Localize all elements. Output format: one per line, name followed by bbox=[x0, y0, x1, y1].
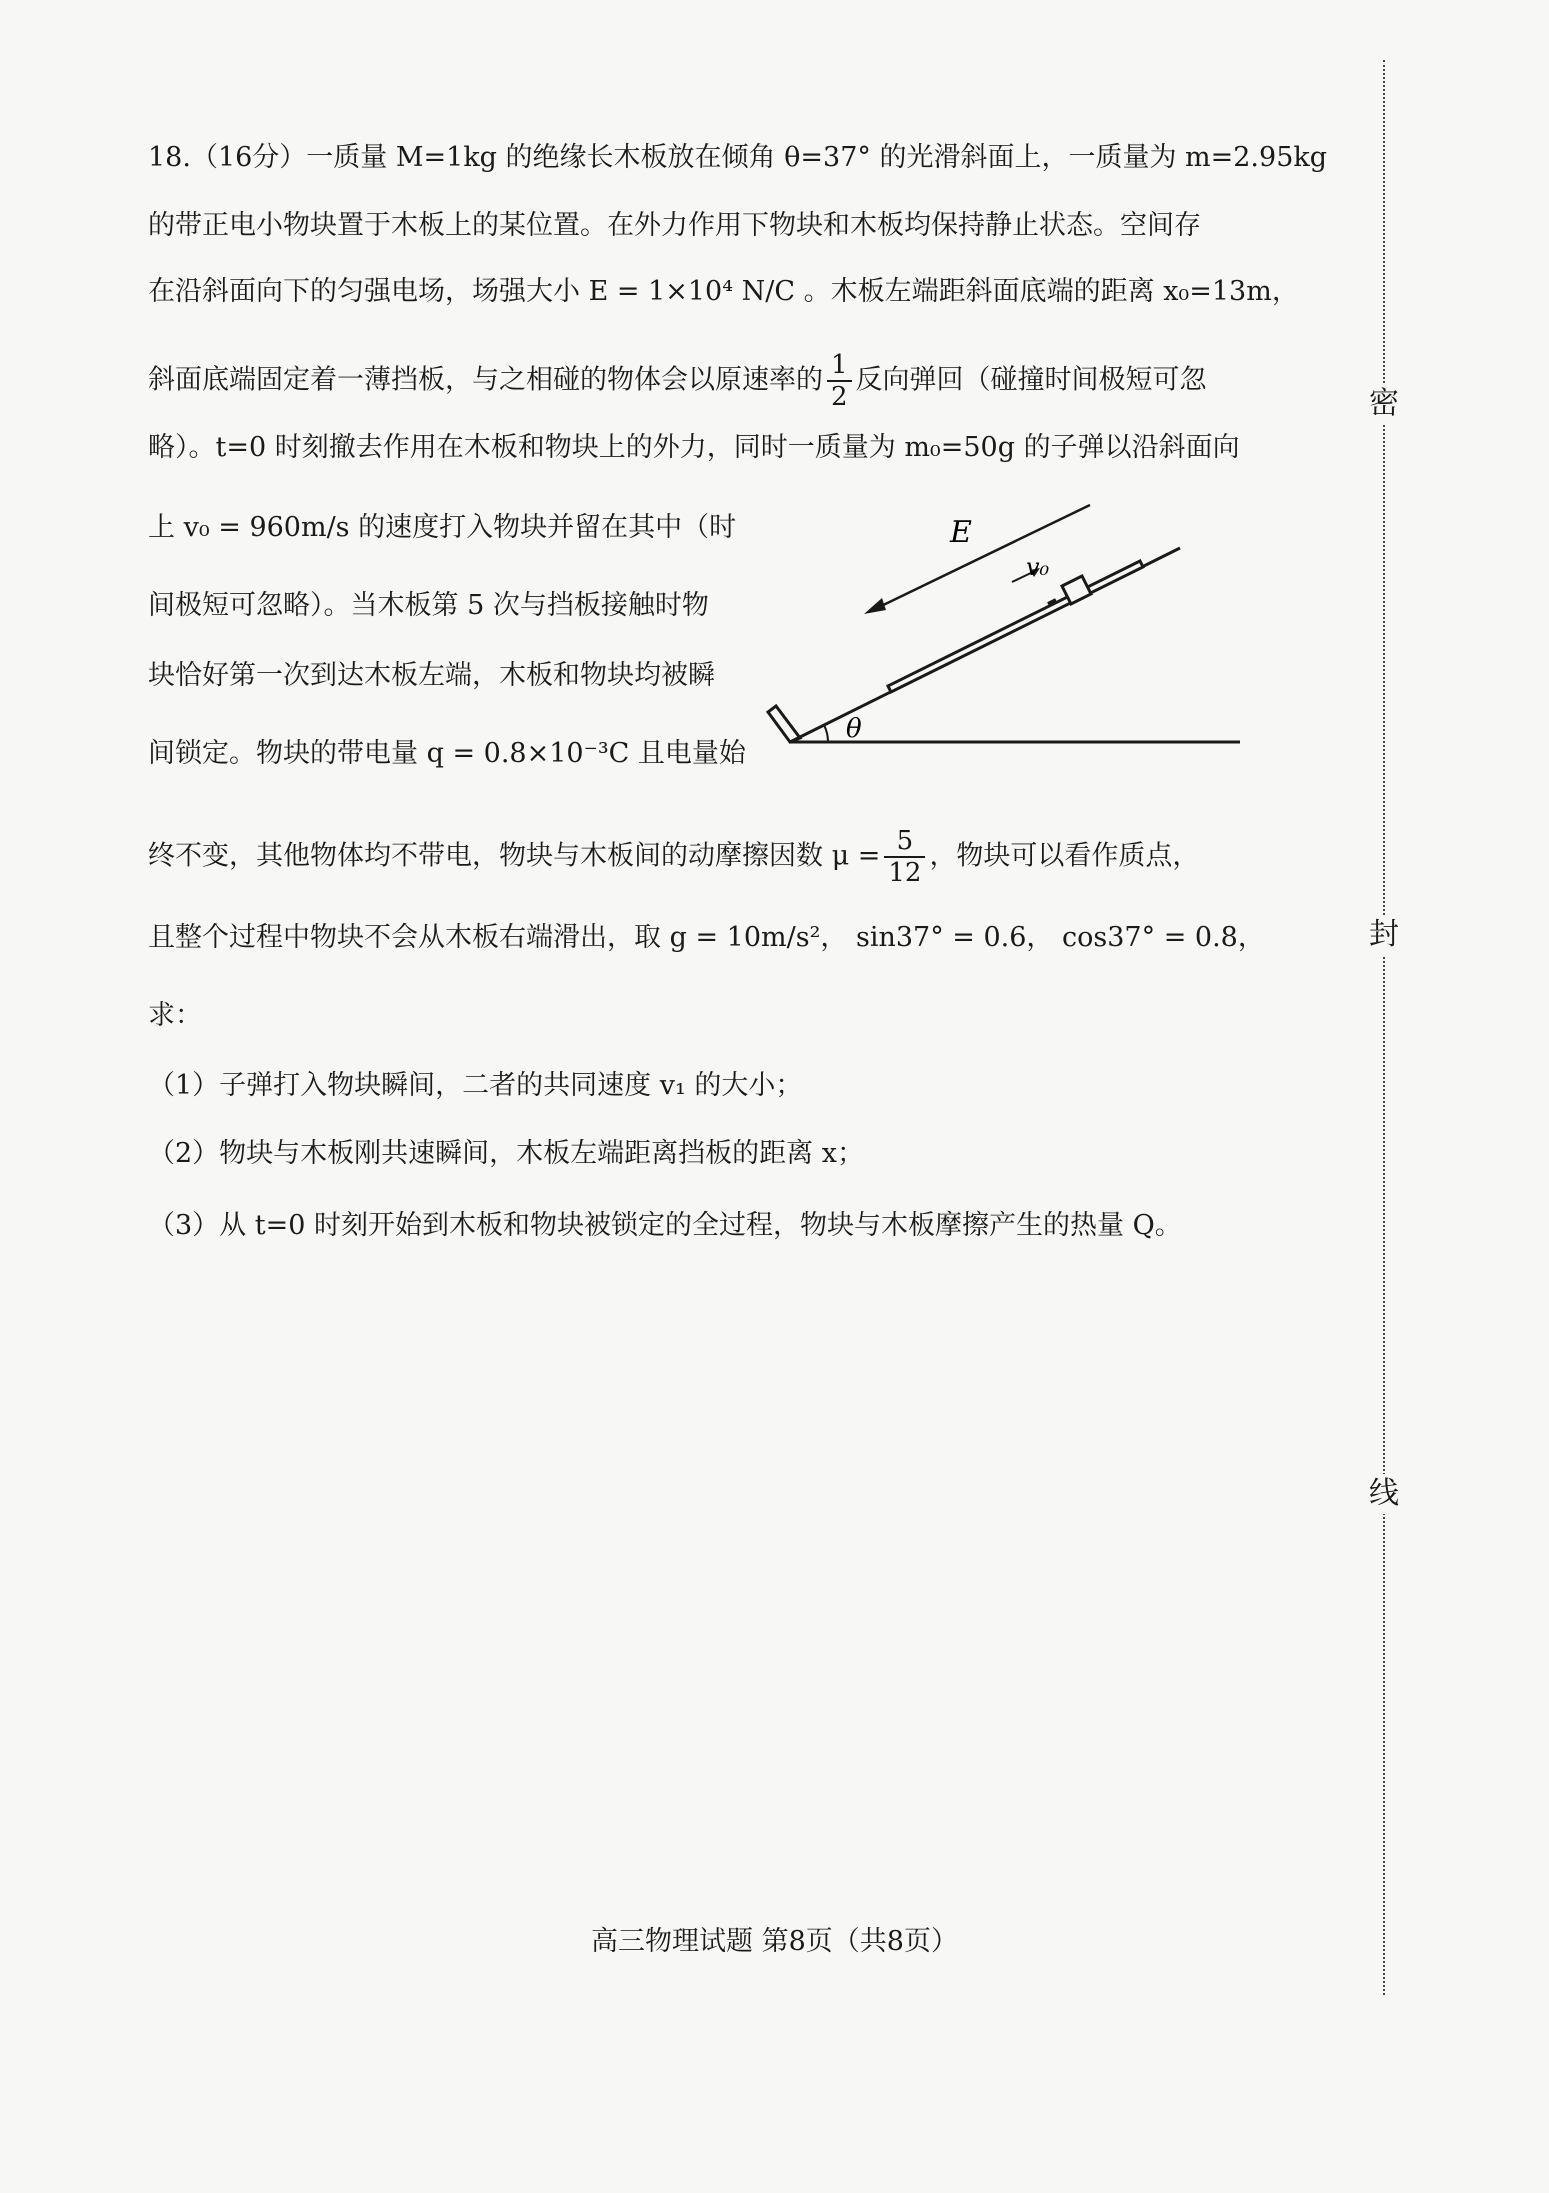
fraction-mu bbox=[884, 826, 925, 888]
problem-line-10-text-b: ，物块可以看作质点， bbox=[929, 840, 1200, 872]
fraction-mu-denominator: 12 bbox=[888, 858, 922, 888]
problem-line-6: 上 v₀ = 960m/s 的速度打入物块并留在其中（时 bbox=[148, 512, 737, 543]
problem-line-8: 块恰好第一次到达木板左端，木板和物块均被瞬 bbox=[148, 660, 715, 691]
barrier bbox=[768, 706, 800, 742]
problem-line-2: 的带正电小物块置于木板上的某位置。在外力作用下物块和木板均保持静止状态。空间存 bbox=[148, 210, 1201, 241]
problem-line-4 bbox=[148, 350, 1207, 412]
problem-line-7: 间极短可忽略）。当木板第 5 次与挡板接触时物 bbox=[148, 590, 709, 621]
problem-line-11: 且整个过程中物块不会从木板右端滑出，取 g = 10m/s²， sin37° = 0.6， cos37° = 0.8， bbox=[148, 922, 1265, 953]
problem-line-4-text-a: 斜面底端固定着一薄挡板，与之相碰的物体会以原速率的 bbox=[148, 364, 823, 396]
field-arrow-shaft bbox=[875, 505, 1090, 609]
fraction-half-numerator: 1 bbox=[827, 350, 852, 382]
fraction-half-denominator: 2 bbox=[831, 382, 848, 412]
field-arrow-head bbox=[864, 598, 886, 614]
binding-char-feng: 封 bbox=[1364, 915, 1404, 955]
question-1: （1）子弹打入物块瞬间，二者的共同速度 v₁ 的大小； bbox=[148, 1070, 803, 1101]
problem-line-10-text-a: 终不变，其他物体均不带电，物块与木板间的动摩擦因数 μ = bbox=[148, 840, 881, 872]
binding-char-mi: 密 bbox=[1364, 384, 1404, 424]
fraction-mu-numerator: 5 bbox=[884, 826, 925, 858]
problem-line-5: 略）。t=0 时刻撤去作用在木板和物块上的外力，同时一质量为 m₀=50g 的子弹以沿斜面向 bbox=[148, 432, 1240, 463]
question-2: （2）物块与木板刚共速瞬间，木板左端距离挡板的距离 x； bbox=[148, 1138, 864, 1169]
theta-arc bbox=[824, 725, 828, 742]
label-v0: v₀ bbox=[1026, 553, 1050, 581]
fraction-half bbox=[827, 350, 852, 412]
problem-line-3: 在沿斜面向下的匀强电场，场强大小 E = 1×10⁴ N/C 。木板左端距斜面底端的距离 x₀=13m， bbox=[148, 276, 1299, 307]
problem-line-12: 求： bbox=[148, 1000, 202, 1031]
label-E: E bbox=[950, 515, 972, 550]
problem-line-10 bbox=[148, 826, 1199, 888]
problem-line-9: 间锁定。物块的带电量 q = 0.8×10⁻³C 且电量始 bbox=[148, 738, 746, 769]
problem-line-4-text-b: 反向弹回（碰撞时间极短可忽 bbox=[855, 364, 1207, 396]
question-3: （3）从 t=0 时刻开始到木板和物块被锁定的全过程，物块与木板摩擦产生的热量 Q。 bbox=[148, 1210, 1182, 1241]
page-footer: 高三物理试题 第8页（共8页） bbox=[591, 1926, 958, 1957]
label-theta: θ bbox=[846, 714, 862, 744]
binding-char-xian: 线 bbox=[1364, 1474, 1404, 1514]
problem-line-1: 18.（16分）一质量 M=1kg 的绝缘长木板放在倾角 θ=37° 的光滑斜面上，一质量为 m=2.95kg bbox=[148, 142, 1328, 173]
binding-dotted-line bbox=[1383, 60, 1385, 1995]
incline-figure bbox=[760, 490, 1250, 760]
